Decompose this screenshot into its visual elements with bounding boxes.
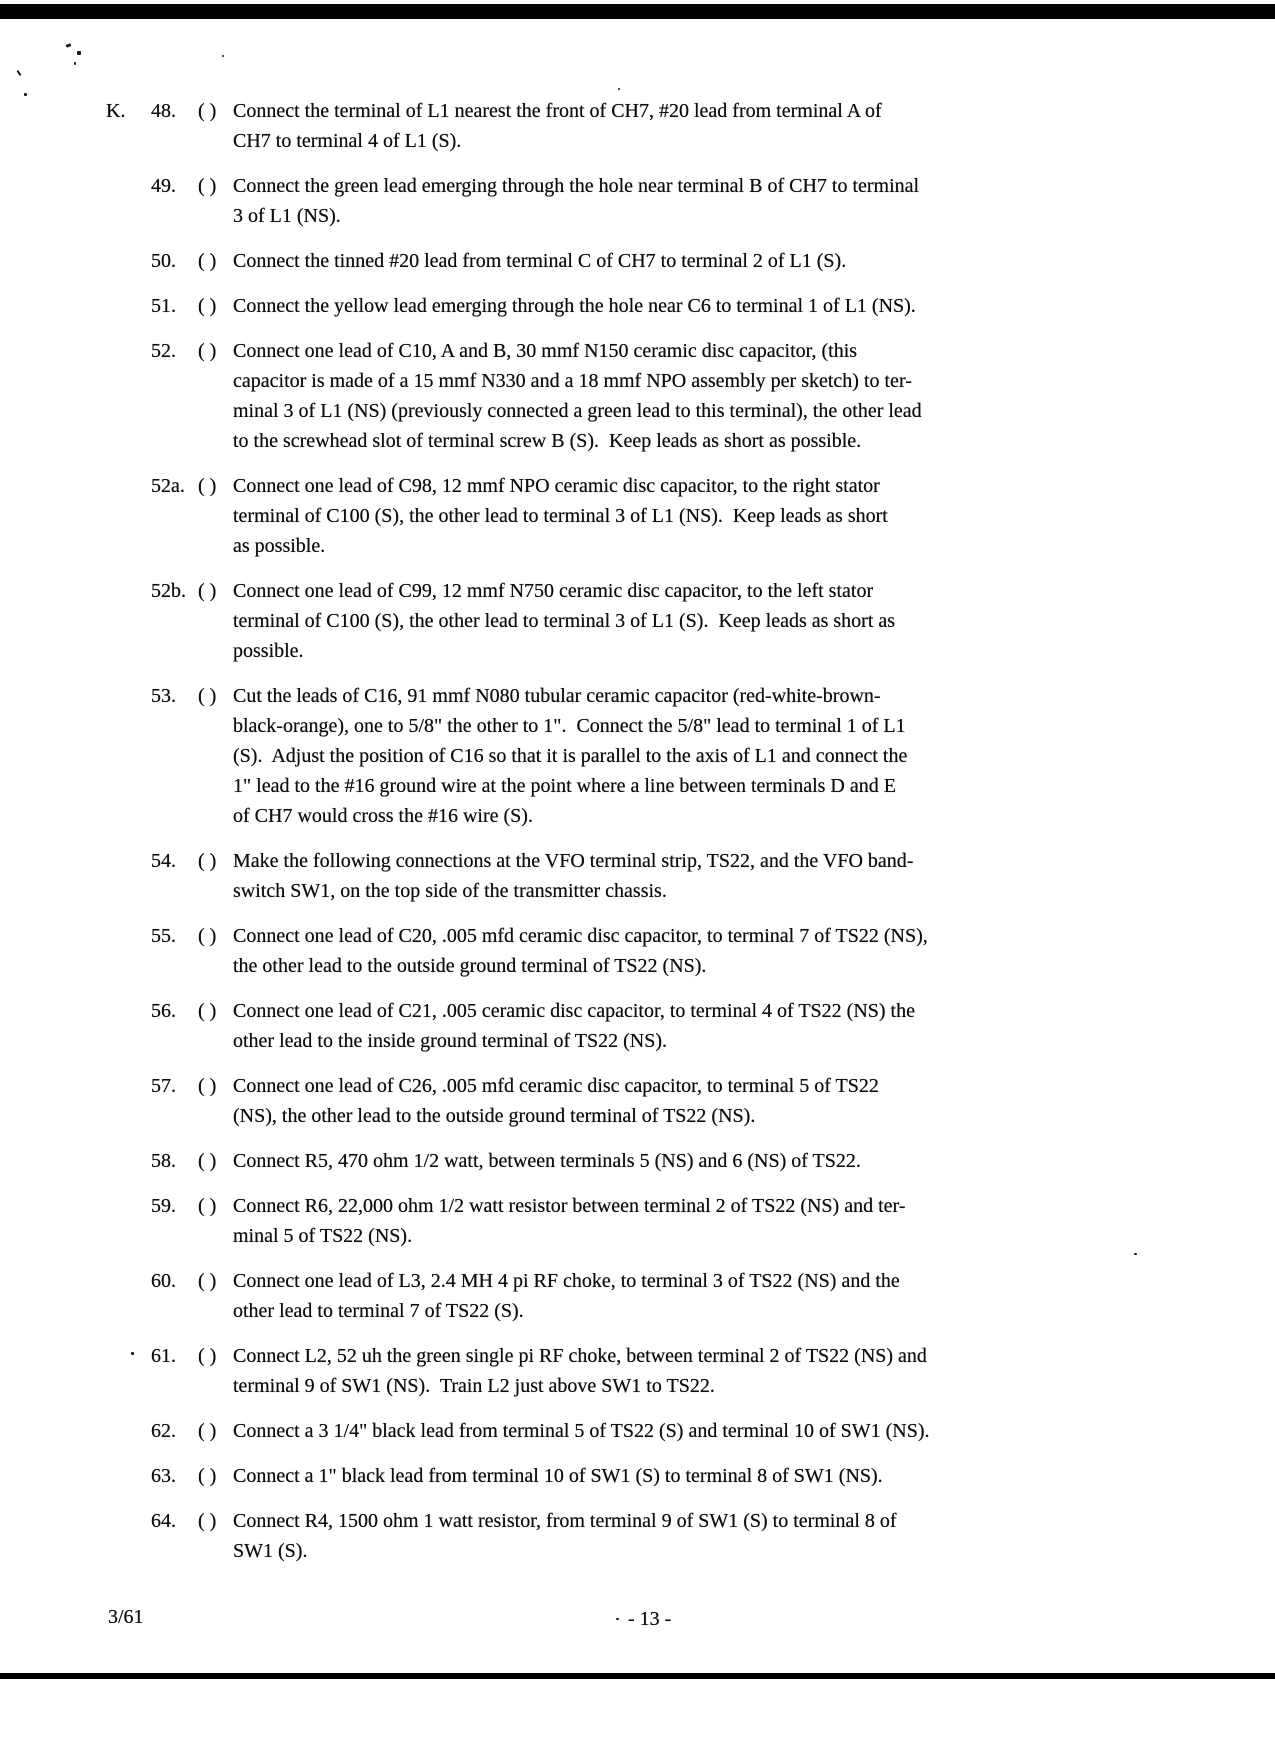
step-text-line: minal 3 of L1 (NS) (previously connected a green lead to this terminal), the other lead bbox=[233, 400, 922, 422]
step-number: 62. bbox=[151, 1420, 176, 1442]
section-letter bbox=[106, 681, 151, 831]
step-text-line: SW1 (S). bbox=[233, 1540, 308, 1562]
scan-speck bbox=[222, 55, 224, 57]
instruction-list bbox=[106, 96, 1136, 1581]
step-number: 54. bbox=[151, 850, 176, 872]
scan-speck bbox=[77, 51, 81, 55]
step-lines bbox=[233, 1506, 1136, 1566]
step-text-line: Connect one lead of C98, 12 mmf NPO ceramic disc capacitor, to the right stator bbox=[233, 475, 880, 497]
section-letter bbox=[106, 846, 151, 906]
step-text-line: other lead to terminal 7 of TS22 (S). bbox=[233, 1300, 524, 1322]
section-letter bbox=[106, 1341, 151, 1401]
instruction-step bbox=[106, 336, 1136, 456]
step-text-line: Connect one lead of C21, .005 ceramic disc capacitor, to terminal 4 of TS22 (NS) the bbox=[233, 1000, 915, 1022]
step-number: 48. bbox=[151, 100, 176, 122]
instruction-step bbox=[106, 1416, 1136, 1446]
step-text-line: as possible. bbox=[233, 535, 326, 557]
step-text-line: minal 5 of TS22 (NS). bbox=[233, 1225, 413, 1247]
step-number: 49. bbox=[151, 175, 176, 197]
step-text-line: the other lead to the outside ground terminal of TS22 (NS). bbox=[233, 955, 707, 977]
step-lines bbox=[233, 1461, 1136, 1491]
step-checkbox: ( ) bbox=[198, 1075, 217, 1097]
section-letter: K. bbox=[106, 100, 126, 122]
section-letter bbox=[106, 1266, 151, 1326]
step-checkbox: ( ) bbox=[198, 1510, 217, 1532]
scan-speck bbox=[16, 70, 21, 76]
step-lines bbox=[233, 1416, 1136, 1446]
scan-speck bbox=[74, 62, 76, 65]
instruction-step bbox=[106, 681, 1136, 831]
revision-date: 3/61 bbox=[108, 1606, 144, 1628]
step-text-line: Connect the terminal of L1 nearest the front of CH7, #20 lead from terminal A of bbox=[233, 100, 882, 122]
step-lines bbox=[233, 1266, 1136, 1326]
step-text-line: possible. bbox=[233, 640, 304, 662]
instruction-step bbox=[106, 1266, 1136, 1326]
instruction-step bbox=[106, 921, 1136, 981]
scan-speck bbox=[66, 43, 72, 48]
step-text-line: (NS), the other lead to the outside ground terminal of TS22 (NS). bbox=[233, 1105, 756, 1127]
step-number: 55. bbox=[151, 925, 176, 947]
step-lines bbox=[233, 291, 1136, 321]
section-letter bbox=[106, 921, 151, 981]
step-lines bbox=[233, 1071, 1136, 1131]
step-number: 59. bbox=[151, 1195, 176, 1217]
step-checkbox: ( ) bbox=[198, 295, 217, 317]
step-lines bbox=[233, 846, 1136, 906]
step-text-line: terminal of C100 (S), the other lead to terminal 3 of L1 (NS). Keep leads as short bbox=[233, 505, 888, 527]
step-checkbox: ( ) bbox=[198, 1345, 217, 1367]
instruction-step bbox=[106, 1341, 1136, 1401]
section-letter bbox=[106, 996, 151, 1056]
step-text-line: of CH7 would cross the #16 wire (S). bbox=[233, 805, 533, 827]
step-checkbox: ( ) bbox=[198, 850, 217, 872]
step-number: 63. bbox=[151, 1465, 176, 1487]
step-number: 58. bbox=[151, 1150, 176, 1172]
section-letter bbox=[106, 246, 151, 276]
step-number: 64. bbox=[151, 1510, 176, 1532]
instruction-step bbox=[106, 1071, 1136, 1131]
step-checkbox: ( ) bbox=[198, 1420, 217, 1442]
step-text-line: Connect the tinned #20 lead from terminal C of CH7 to terminal 2 of L1 (S). bbox=[233, 250, 847, 272]
section-letter bbox=[106, 1071, 151, 1131]
step-number: 60. bbox=[151, 1270, 176, 1292]
instruction-step bbox=[106, 996, 1136, 1056]
step-text-line: Connect one lead of L3, 2.4 MH 4 pi RF choke, to terminal 3 of TS22 (NS) and the bbox=[233, 1270, 900, 1292]
step-lines bbox=[233, 1146, 1136, 1176]
step-number: 52. bbox=[151, 340, 176, 362]
page-number: - 13 - bbox=[628, 1608, 672, 1630]
step-checkbox: ( ) bbox=[198, 1465, 217, 1487]
step-text-line: terminal 9 of SW1 (NS). Train L2 just above SW1 to TS22. bbox=[233, 1375, 715, 1397]
instruction-step bbox=[106, 1506, 1136, 1566]
step-checkbox: ( ) bbox=[198, 685, 217, 707]
step-text-line: 1" lead to the #16 ground wire at the point where a line between terminals D and E bbox=[233, 775, 896, 797]
step-lines bbox=[233, 576, 1136, 666]
step-checkbox: ( ) bbox=[198, 100, 217, 122]
instruction-step bbox=[106, 171, 1136, 231]
step-text-line: Connect R6, 22,000 ohm 1/2 watt resistor between terminal 2 of TS22 (NS) and ter- bbox=[233, 1195, 906, 1217]
section-letter bbox=[106, 1146, 151, 1176]
step-text-line: other lead to the inside ground terminal of TS22 (NS). bbox=[233, 1030, 667, 1052]
step-text-line: CH7 to terminal 4 of L1 (S). bbox=[233, 130, 462, 152]
scan-speck bbox=[618, 88, 620, 90]
step-number: 51. bbox=[151, 295, 176, 317]
instruction-step bbox=[106, 291, 1136, 321]
step-text-line: Connect R5, 470 ohm 1/2 watt, between terminals 5 (NS) and 6 (NS) of TS22. bbox=[233, 1150, 861, 1172]
section-letter bbox=[106, 1461, 151, 1491]
step-checkbox: ( ) bbox=[198, 1150, 217, 1172]
step-text-line: 3 of L1 (NS). bbox=[233, 205, 341, 227]
instruction-step bbox=[106, 471, 1136, 561]
step-number: 57. bbox=[151, 1075, 176, 1097]
step-lines bbox=[233, 996, 1136, 1056]
instruction-step bbox=[106, 1146, 1136, 1176]
step-lines bbox=[233, 171, 1136, 231]
step-checkbox: ( ) bbox=[198, 580, 217, 602]
step-number: 52a. bbox=[151, 475, 185, 497]
step-number: 61. bbox=[151, 1345, 176, 1367]
step-checkbox: ( ) bbox=[198, 925, 217, 947]
step-text-line: Connect the green lead emerging through the hole near terminal B of CH7 to terminal bbox=[233, 175, 920, 197]
instruction-step bbox=[106, 1461, 1136, 1491]
step-lines bbox=[233, 471, 1136, 561]
scan-speck bbox=[24, 93, 27, 96]
step-checkbox: ( ) bbox=[198, 475, 217, 497]
instruction-step bbox=[106, 576, 1136, 666]
step-text-line: terminal of C100 (S), the other lead to terminal 3 of L1 (S). Keep leads as short as bbox=[233, 610, 896, 632]
step-lines bbox=[233, 1191, 1136, 1251]
step-lines bbox=[233, 681, 1136, 831]
step-lines bbox=[233, 246, 1136, 276]
step-text-line: to the screwhead slot of terminal screw B (S). Keep leads as short as possible. bbox=[233, 430, 862, 452]
step-text-line: (S). Adjust the position of C16 so that it is parallel to the axis of L1 and connect the bbox=[233, 745, 908, 767]
section-letter bbox=[106, 1191, 151, 1251]
instruction-step bbox=[106, 1191, 1136, 1251]
step-text-line: switch SW1, on the top side of the transmitter chassis. bbox=[233, 880, 667, 902]
step-number: 50. bbox=[151, 250, 176, 272]
step-lines bbox=[233, 921, 1136, 981]
section-letter bbox=[106, 471, 151, 561]
instruction-step bbox=[106, 846, 1136, 906]
step-text-line: Connect R4, 1500 ohm 1 watt resistor, from terminal 9 of SW1 (S) to terminal 8 of bbox=[233, 1510, 897, 1532]
step-lines bbox=[233, 96, 1136, 156]
step-text-line: Connect one lead of C99, 12 mmf N750 ceramic disc capacitor, to the left stator bbox=[233, 580, 874, 602]
scan-artifact-top-bar bbox=[0, 4, 1275, 19]
step-text-line: capacitor is made of a 15 mmf N330 and a 18 mmf NPO assembly per sketch) to ter- bbox=[233, 370, 912, 392]
step-lines bbox=[233, 336, 1136, 456]
step-checkbox: ( ) bbox=[198, 1270, 217, 1292]
step-number: 56. bbox=[151, 1000, 176, 1022]
step-text-line: Cut the leads of C16, 91 mmf N080 tubular ceramic capacitor (red-white-brown- bbox=[233, 685, 881, 707]
section-letter bbox=[106, 336, 151, 456]
step-checkbox: ( ) bbox=[198, 175, 217, 197]
step-checkbox: ( ) bbox=[198, 340, 217, 362]
step-text-line: Connect one lead of C20, .005 mfd ceramic disc capacitor, to terminal 7 of TS22 (NS), bbox=[233, 925, 928, 947]
instruction-step bbox=[106, 96, 1136, 156]
step-text-line: Connect L2, 52 uh the green single pi RF choke, between terminal 2 of TS22 (NS) and bbox=[233, 1345, 927, 1367]
scan-artifact-bottom-line bbox=[0, 1673, 1275, 1679]
section-letter bbox=[106, 1416, 151, 1446]
step-text-line: Connect a 1" black lead from terminal 10 of SW1 (S) to terminal 8 of SW1 (NS). bbox=[233, 1465, 883, 1487]
step-text-line: Connect a 3 1/4" black lead from terminal 5 of TS22 (S) and terminal 10 of SW1 (NS). bbox=[233, 1420, 930, 1442]
step-text-line: Make the following connections at the VFO terminal strip, TS22, and the VFO band- bbox=[233, 850, 914, 872]
section-letter bbox=[106, 291, 151, 321]
step-checkbox: ( ) bbox=[198, 1195, 217, 1217]
step-text-line: Connect one lead of C10, A and B, 30 mmf N150 ceramic disc capacitor, (this bbox=[233, 340, 858, 362]
scan-speck bbox=[616, 1618, 619, 1620]
section-letter bbox=[106, 171, 151, 231]
step-text-line: Connect the yellow lead emerging through the hole near C6 to terminal 1 of L1 (NS). bbox=[233, 295, 916, 317]
section-letter bbox=[106, 576, 151, 666]
step-text-line: Connect one lead of C26, .005 mfd ceramic disc capacitor, to terminal 5 of TS22 bbox=[233, 1075, 879, 1097]
section-letter bbox=[106, 1506, 151, 1566]
step-checkbox: ( ) bbox=[198, 250, 217, 272]
step-number: 52b. bbox=[151, 580, 186, 602]
instruction-step bbox=[106, 246, 1136, 276]
step-checkbox: ( ) bbox=[198, 1000, 217, 1022]
step-number: 53. bbox=[151, 685, 176, 707]
step-text-line: black-orange), one to 5/8" the other to 1". Connect the 5/8" lead to terminal 1 of L1 bbox=[233, 715, 906, 737]
step-lines bbox=[233, 1341, 1136, 1401]
